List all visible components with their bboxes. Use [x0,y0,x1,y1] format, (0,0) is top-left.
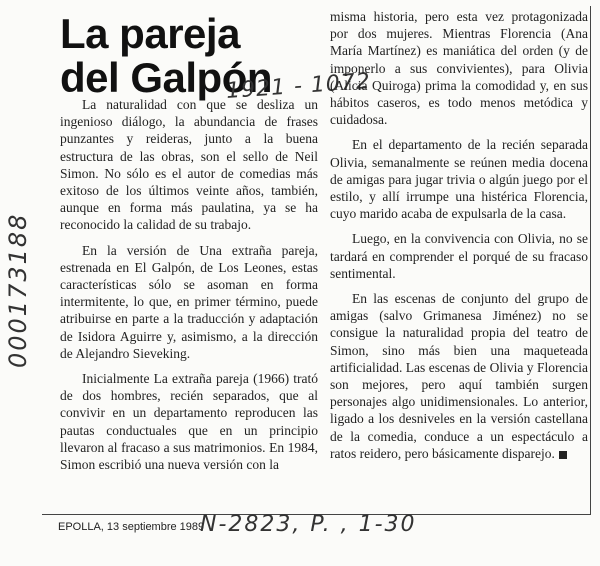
left-paragraph-1: La naturalidad con que se desliza un ingenioso diálogo, la abundancia de frases punzantes y reideras, junto a la buena estructura de las obras, son el sello de Neil Simon. No sólo es el autor de comedias más exitoso de los últimos veinte años, también, aunque en forma más paulatina, ya se ha reconocido la calidad de su trabajo. [60,97,318,233]
right-paragraph-1: misma historia, pero esta vez protagonizada por dos mujeres. Mientras Florencia (Ana María Martínez) es maniática del orden (y de imponerlo a sus convivientes), para Olivia (Alicia Quiroga) prima la comodidad y, en sus hábitos caseros, es todo menos metódica y cuidadosa. [330,9,588,128]
headline-line-1: La pareja [60,10,240,57]
end-of-article-mark [559,451,567,459]
right-paragraph-2: En el departamento de la recién separada Olivia, semanalmente se reúnen media docena de amigas para jugar trivia o algún juego por el estilo, y allí irrumpe una histérica Florencia, cuyo marido acaba de expulsarla de la casa. [330,137,588,222]
headline-line-2: del Galpón [60,54,273,101]
article-column-left [60,96,318,481]
left-paragraph-3: Inicialmente La extraña pareja (1966) trató de dos hombres, recién separados, que al convivir en un departamento reproducen las pautas conductuales que en un principio llevaron al fracaso a sus matrimonios. En 1984, Simon escribió una nueva versión con la [60,371,318,473]
source-line: EPOLLA, 13 septiembre 1989 [58,521,205,533]
right-paragraph-4-text: En las escenas de conjunto del grupo de amigas (salvo Grimanesa Jiménez) no se consigue la naturalidad propia del teatro de Simon, sino más bien una maqueteada artificialidad. Las escenas de Olivia y Florencia son mejores, pero aquí también surgen personajes algo unidimensionales. Lo anterior, ligado a los desniveles en la versión castellana de la comedia, conduce a un espectáculo a ratos reidero, pero básicamente disparejo. [330,291,588,461]
left-paragraph-2: En la versión de Una extraña pareja, estrenada en El Galpón, de Los Leones, estas características sólo se asoman en forma intermitente, lo que, en primer término, puede atribuirse en parte a la traducción y adaptación de Isidora Aguirre y, asimismo, a la dirección de Alejandro Sieveking. [60,242,318,361]
handwritten-archive-code: 000173188 [4,212,32,368]
right-paragraph-3: Luego, en la convivencia con Olivia, no se tardará en comprender el porqué de su fracaso sentimental. [330,231,588,281]
right-paragraph-4 [330,290,588,462]
article-column-right [330,8,588,470]
handwritten-reference: N-2823, P. , 1-30 [200,512,417,537]
handwritten-year-annotation: 1921 - 1072 [225,68,372,105]
